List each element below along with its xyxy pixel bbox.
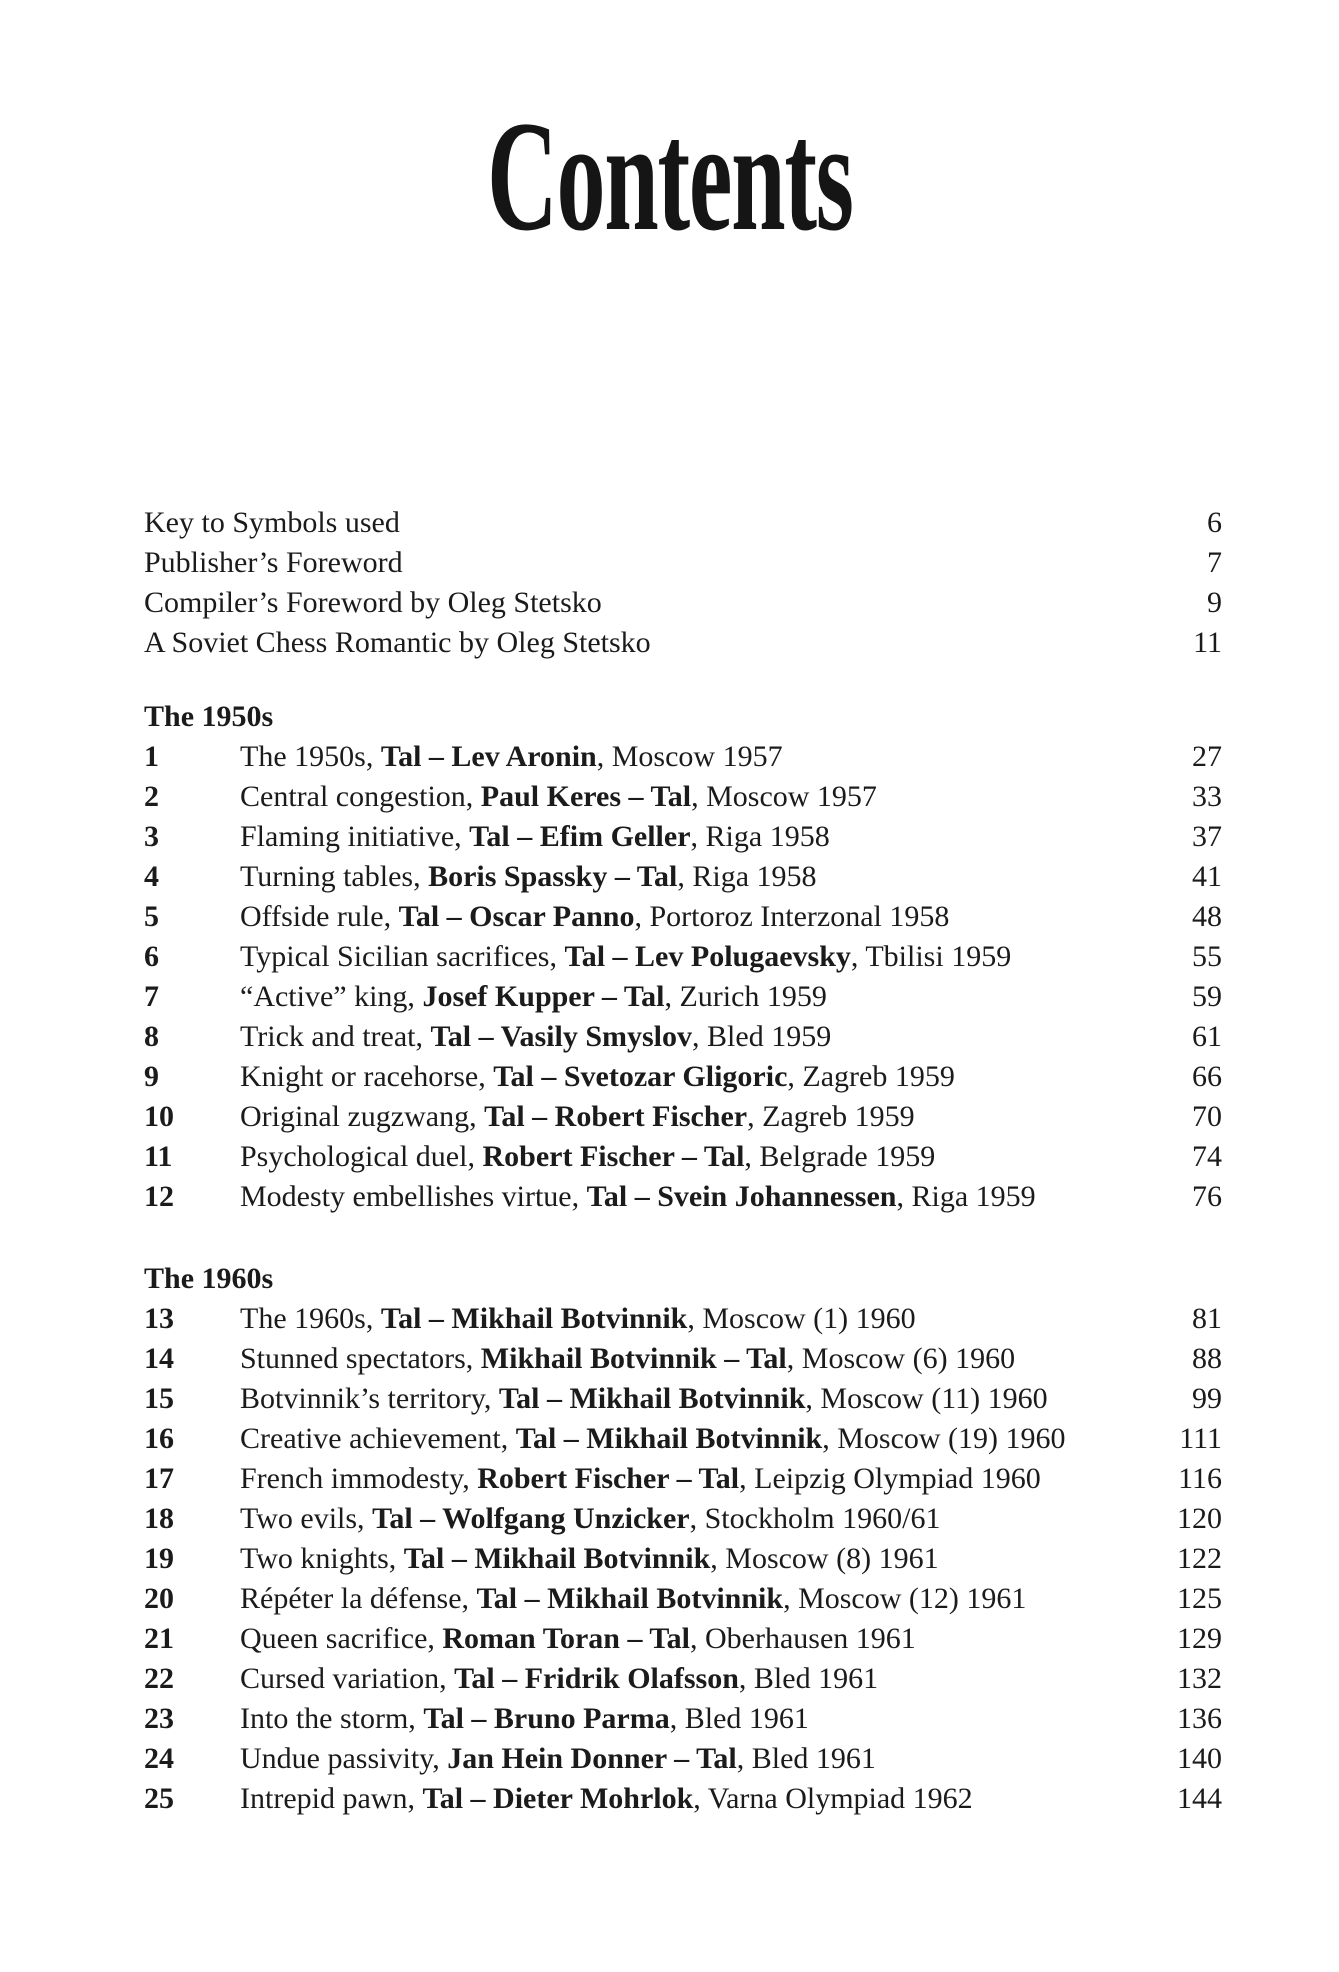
game-players: Tal – Svein Johannessen bbox=[586, 1180, 897, 1213]
game-number: 17 bbox=[144, 1462, 174, 1495]
game-number: 15 bbox=[144, 1382, 174, 1415]
game-venue: , Varna Olympiad 1962 bbox=[693, 1782, 973, 1815]
toc-entry bbox=[144, 817, 1222, 857]
game-venue: , Moscow 1957 bbox=[596, 740, 783, 773]
game-number: 9 bbox=[144, 1060, 159, 1093]
toc-entry bbox=[144, 1459, 1222, 1499]
toc-content bbox=[144, 503, 1222, 1819]
game-venue: , Zagreb 1959 bbox=[787, 1060, 955, 1093]
game-title: Original zugzwang, bbox=[240, 1100, 485, 1133]
game-players: Tal – Lev Aronin bbox=[380, 740, 597, 773]
toc-entry bbox=[144, 1619, 1222, 1659]
game-number: 25 bbox=[144, 1782, 174, 1815]
toc-entry bbox=[144, 1579, 1222, 1619]
game-title: Stunned spectators, bbox=[240, 1342, 481, 1375]
section-header: The 1950s bbox=[144, 700, 274, 733]
game-venue: , Moscow (8) 1961 bbox=[710, 1542, 939, 1575]
toc-entry bbox=[144, 1499, 1222, 1539]
game-players: Paul Keres – Tal bbox=[480, 780, 692, 813]
game-title: Into the storm, bbox=[240, 1702, 424, 1735]
game-title: Creative achievement, bbox=[240, 1422, 516, 1455]
front-matter-entry bbox=[144, 583, 1222, 623]
page-number: 120 bbox=[1177, 1502, 1222, 1535]
game-number: 22 bbox=[144, 1662, 174, 1695]
page-number: 125 bbox=[1177, 1582, 1222, 1615]
page-title-text: Contents bbox=[486, 89, 853, 264]
game-venue: , Oberhausen 1961 bbox=[690, 1622, 916, 1655]
front-matter-label: Publisher’s Foreword bbox=[144, 546, 403, 579]
page-number: 41 bbox=[1192, 860, 1222, 893]
game-players: Mikhail Botvinnik – Tal bbox=[480, 1342, 787, 1375]
game-players: Tal – Efim Geller bbox=[469, 820, 691, 853]
game-title: The 1950s, bbox=[240, 740, 381, 773]
toc-entry bbox=[144, 977, 1222, 1017]
game-players: Robert Fischer – Tal bbox=[477, 1462, 740, 1495]
game-players: Tal – Mikhail Botvinnik bbox=[498, 1382, 806, 1415]
game-title: The 1960s, bbox=[240, 1302, 381, 1335]
game-players: Tal – Bruno Parma bbox=[423, 1702, 670, 1735]
toc-entry bbox=[144, 1339, 1222, 1379]
game-number: 13 bbox=[144, 1302, 174, 1335]
front-matter-label: Compiler’s Foreword by Oleg Stetsko bbox=[144, 586, 602, 619]
game-title: Intrepid pawn, bbox=[240, 1782, 423, 1815]
game-players: Tal – Vasily Smyslov bbox=[430, 1020, 693, 1053]
game-players: Boris Spassky – Tal bbox=[428, 860, 678, 893]
game-players: Tal – Oscar Panno bbox=[398, 900, 635, 933]
toc-entry bbox=[144, 937, 1222, 977]
game-players: Jan Hein Donner – Tal bbox=[447, 1742, 737, 1775]
front-matter-label: A Soviet Chess Romantic by Oleg Stetsko bbox=[144, 626, 651, 659]
game-number: 3 bbox=[144, 820, 159, 853]
front-matter-entry bbox=[144, 503, 1222, 543]
page-number: 132 bbox=[1177, 1662, 1222, 1695]
game-title: Typical Sicilian sacrifices, bbox=[240, 940, 565, 973]
game-title: Queen sacrifice, bbox=[240, 1622, 443, 1655]
game-title: Turning tables, bbox=[240, 860, 429, 893]
game-players: Tal – Mikhail Botvinnik bbox=[403, 1542, 711, 1575]
game-number: 16 bbox=[144, 1422, 174, 1455]
game-venue: , Bled 1959 bbox=[692, 1020, 832, 1053]
game-players: Tal – Fridrik Olafsson bbox=[454, 1662, 739, 1695]
page-number: 7 bbox=[1207, 546, 1222, 579]
toc-entry bbox=[144, 1699, 1222, 1739]
game-description bbox=[240, 1539, 1142, 1579]
game-title: Flaming initiative, bbox=[240, 820, 470, 853]
game-players: Tal – Wolfgang Unzicker bbox=[372, 1502, 690, 1535]
toc-entry bbox=[144, 1739, 1222, 1779]
game-number: 19 bbox=[144, 1542, 174, 1575]
game-number: 8 bbox=[144, 1020, 159, 1053]
toc-entry bbox=[144, 1379, 1222, 1419]
toc-entry bbox=[144, 1057, 1222, 1097]
toc-entry bbox=[144, 857, 1222, 897]
page-number: 76 bbox=[1192, 1180, 1222, 1213]
game-venue: , Moscow (12) 1961 bbox=[783, 1582, 1027, 1615]
page-number: 61 bbox=[1192, 1020, 1222, 1053]
game-number: 6 bbox=[144, 940, 159, 973]
game-description bbox=[240, 1619, 1142, 1659]
page-number: 111 bbox=[1179, 1422, 1222, 1455]
game-description bbox=[240, 737, 1142, 777]
game-venue: , Bled 1961 bbox=[669, 1702, 809, 1735]
game-number: 18 bbox=[144, 1502, 174, 1535]
game-players: Roman Toran – Tal bbox=[442, 1622, 690, 1655]
game-players: Tal – Svetozar Gligoric bbox=[493, 1060, 788, 1093]
game-description bbox=[240, 1137, 1142, 1177]
game-title: Trick and treat, bbox=[240, 1020, 431, 1053]
game-description bbox=[240, 937, 1142, 977]
game-players: Tal – Lev Polugaevsky bbox=[564, 940, 851, 973]
game-description bbox=[240, 1779, 1142, 1819]
page-number: 129 bbox=[1177, 1622, 1222, 1655]
game-title: Central congestion, bbox=[240, 780, 481, 813]
game-description bbox=[240, 1739, 1142, 1779]
game-venue: , Riga 1959 bbox=[896, 1180, 1036, 1213]
game-players: Tal – Mikhail Botvinnik bbox=[380, 1302, 688, 1335]
game-venue: , Riga 1958 bbox=[677, 860, 817, 893]
game-description bbox=[240, 1419, 1142, 1459]
page-number: 9 bbox=[1207, 586, 1222, 619]
toc-entry bbox=[144, 777, 1222, 817]
game-players: Tal – Robert Fischer bbox=[484, 1100, 748, 1133]
page-number: 122 bbox=[1177, 1542, 1222, 1575]
page-number: 74 bbox=[1192, 1140, 1222, 1173]
toc-sections bbox=[144, 697, 1222, 1819]
game-number: 23 bbox=[144, 1702, 174, 1735]
game-description bbox=[240, 1659, 1142, 1699]
game-venue: , Riga 1958 bbox=[690, 820, 830, 853]
game-number: 7 bbox=[144, 980, 159, 1013]
game-venue: , Tbilisi 1959 bbox=[850, 940, 1012, 973]
game-venue: , Bled 1961 bbox=[736, 1742, 876, 1775]
game-title: Two evils, bbox=[240, 1502, 373, 1535]
game-description bbox=[240, 1177, 1142, 1217]
game-number: 2 bbox=[144, 780, 159, 813]
toc-entry bbox=[144, 1177, 1222, 1217]
page-number: 11 bbox=[1193, 626, 1222, 659]
toc-front-matter bbox=[144, 503, 1222, 663]
game-number: 24 bbox=[144, 1742, 174, 1775]
game-description bbox=[240, 1579, 1142, 1619]
page-number: 70 bbox=[1192, 1100, 1222, 1133]
game-description bbox=[240, 977, 1142, 1017]
game-title: Modesty embellishes virtue, bbox=[240, 1180, 587, 1213]
game-venue: , Bled 1961 bbox=[738, 1662, 879, 1695]
toc-entry bbox=[144, 897, 1222, 937]
toc-entry bbox=[144, 737, 1222, 777]
toc-entry bbox=[144, 1299, 1222, 1339]
toc-entry bbox=[144, 1097, 1222, 1137]
page-number: 99 bbox=[1192, 1382, 1222, 1415]
game-title: Undue passivity, bbox=[240, 1742, 448, 1775]
game-players: Tal – Mikhail Botvinnik bbox=[515, 1422, 823, 1455]
page-number: 33 bbox=[1192, 780, 1222, 813]
game-description bbox=[240, 1299, 1142, 1339]
toc-entry bbox=[144, 1419, 1222, 1459]
game-venue: , Portoroz Interzonal 1958 bbox=[634, 900, 950, 933]
game-title: Two knights, bbox=[240, 1542, 404, 1575]
page-number: 88 bbox=[1192, 1342, 1222, 1375]
page-number: 55 bbox=[1192, 940, 1222, 973]
game-number: 20 bbox=[144, 1582, 174, 1615]
game-description bbox=[240, 1699, 1142, 1739]
game-players: Josef Kupper – Tal bbox=[422, 980, 665, 1013]
game-number: 14 bbox=[144, 1342, 174, 1375]
page-number: 116 bbox=[1178, 1462, 1222, 1495]
toc-entry bbox=[144, 1137, 1222, 1177]
game-description bbox=[240, 1057, 1142, 1097]
page-number: 66 bbox=[1192, 1060, 1222, 1093]
game-players: Tal – Dieter Mohrlok bbox=[422, 1782, 694, 1815]
game-venue: , Moscow 1957 bbox=[691, 780, 877, 813]
game-venue: , Moscow (11) 1960 bbox=[805, 1382, 1048, 1415]
game-description bbox=[240, 897, 1142, 937]
game-title: Botvinnik’s territory, bbox=[240, 1382, 499, 1415]
game-number: 12 bbox=[144, 1180, 174, 1213]
game-players: Robert Fischer – Tal bbox=[482, 1140, 745, 1173]
game-number: 21 bbox=[144, 1622, 174, 1655]
game-venue: , Belgrade 1959 bbox=[744, 1140, 936, 1173]
game-venue: , Moscow (6) 1960 bbox=[786, 1342, 1016, 1375]
game-venue: , Leipzig Olympiad 1960 bbox=[739, 1462, 1041, 1495]
game-number: 11 bbox=[144, 1140, 173, 1173]
game-description bbox=[240, 1459, 1142, 1499]
page-number: 144 bbox=[1177, 1782, 1222, 1815]
toc-entry bbox=[144, 1779, 1222, 1819]
page-number: 59 bbox=[1192, 980, 1222, 1013]
game-venue: , Moscow (19) 1960 bbox=[822, 1422, 1066, 1455]
page-number: 48 bbox=[1192, 900, 1222, 933]
page-number: 37 bbox=[1192, 820, 1222, 853]
page-number: 27 bbox=[1192, 740, 1222, 773]
game-description bbox=[240, 817, 1142, 857]
game-title: French immodesty, bbox=[240, 1462, 478, 1495]
section-header: The 1960s bbox=[144, 1262, 274, 1295]
page-number: 81 bbox=[1192, 1302, 1222, 1335]
game-number: 5 bbox=[144, 900, 159, 933]
game-description bbox=[240, 777, 1142, 817]
game-venue: , Moscow (1) 1960 bbox=[687, 1302, 916, 1335]
toc-entry bbox=[144, 1539, 1222, 1579]
game-title: Knight or racehorse, bbox=[240, 1060, 494, 1093]
toc-entry bbox=[144, 1659, 1222, 1699]
game-title: Cursed variation, bbox=[240, 1662, 455, 1695]
page-title bbox=[0, 82, 1339, 272]
game-description bbox=[240, 857, 1142, 897]
page-number: 6 bbox=[1207, 506, 1222, 539]
front-matter-entry bbox=[144, 543, 1222, 583]
game-description bbox=[240, 1017, 1142, 1057]
game-description bbox=[240, 1379, 1142, 1419]
game-title: “Active” king, bbox=[240, 980, 423, 1013]
game-venue: , Stockholm 1960/61 bbox=[689, 1502, 941, 1535]
front-matter-label: Key to Symbols used bbox=[144, 506, 400, 539]
game-title: Psychological duel, bbox=[240, 1140, 483, 1173]
game-title: Offside rule, bbox=[240, 900, 399, 933]
game-venue: , Zagreb 1959 bbox=[747, 1100, 915, 1133]
game-description bbox=[240, 1339, 1142, 1379]
toc-entry bbox=[144, 1017, 1222, 1057]
game-description bbox=[240, 1499, 1142, 1539]
game-title: Répéter la défense, bbox=[240, 1582, 477, 1615]
game-description bbox=[240, 1097, 1142, 1137]
front-matter-entry bbox=[144, 623, 1222, 663]
game-number: 10 bbox=[144, 1100, 174, 1133]
game-venue: , Zurich 1959 bbox=[664, 980, 827, 1013]
page-number: 140 bbox=[1177, 1742, 1222, 1775]
page-number: 136 bbox=[1177, 1702, 1222, 1735]
game-number: 4 bbox=[144, 860, 159, 893]
game-players: Tal – Mikhail Botvinnik bbox=[476, 1582, 784, 1615]
game-number: 1 bbox=[144, 740, 159, 773]
